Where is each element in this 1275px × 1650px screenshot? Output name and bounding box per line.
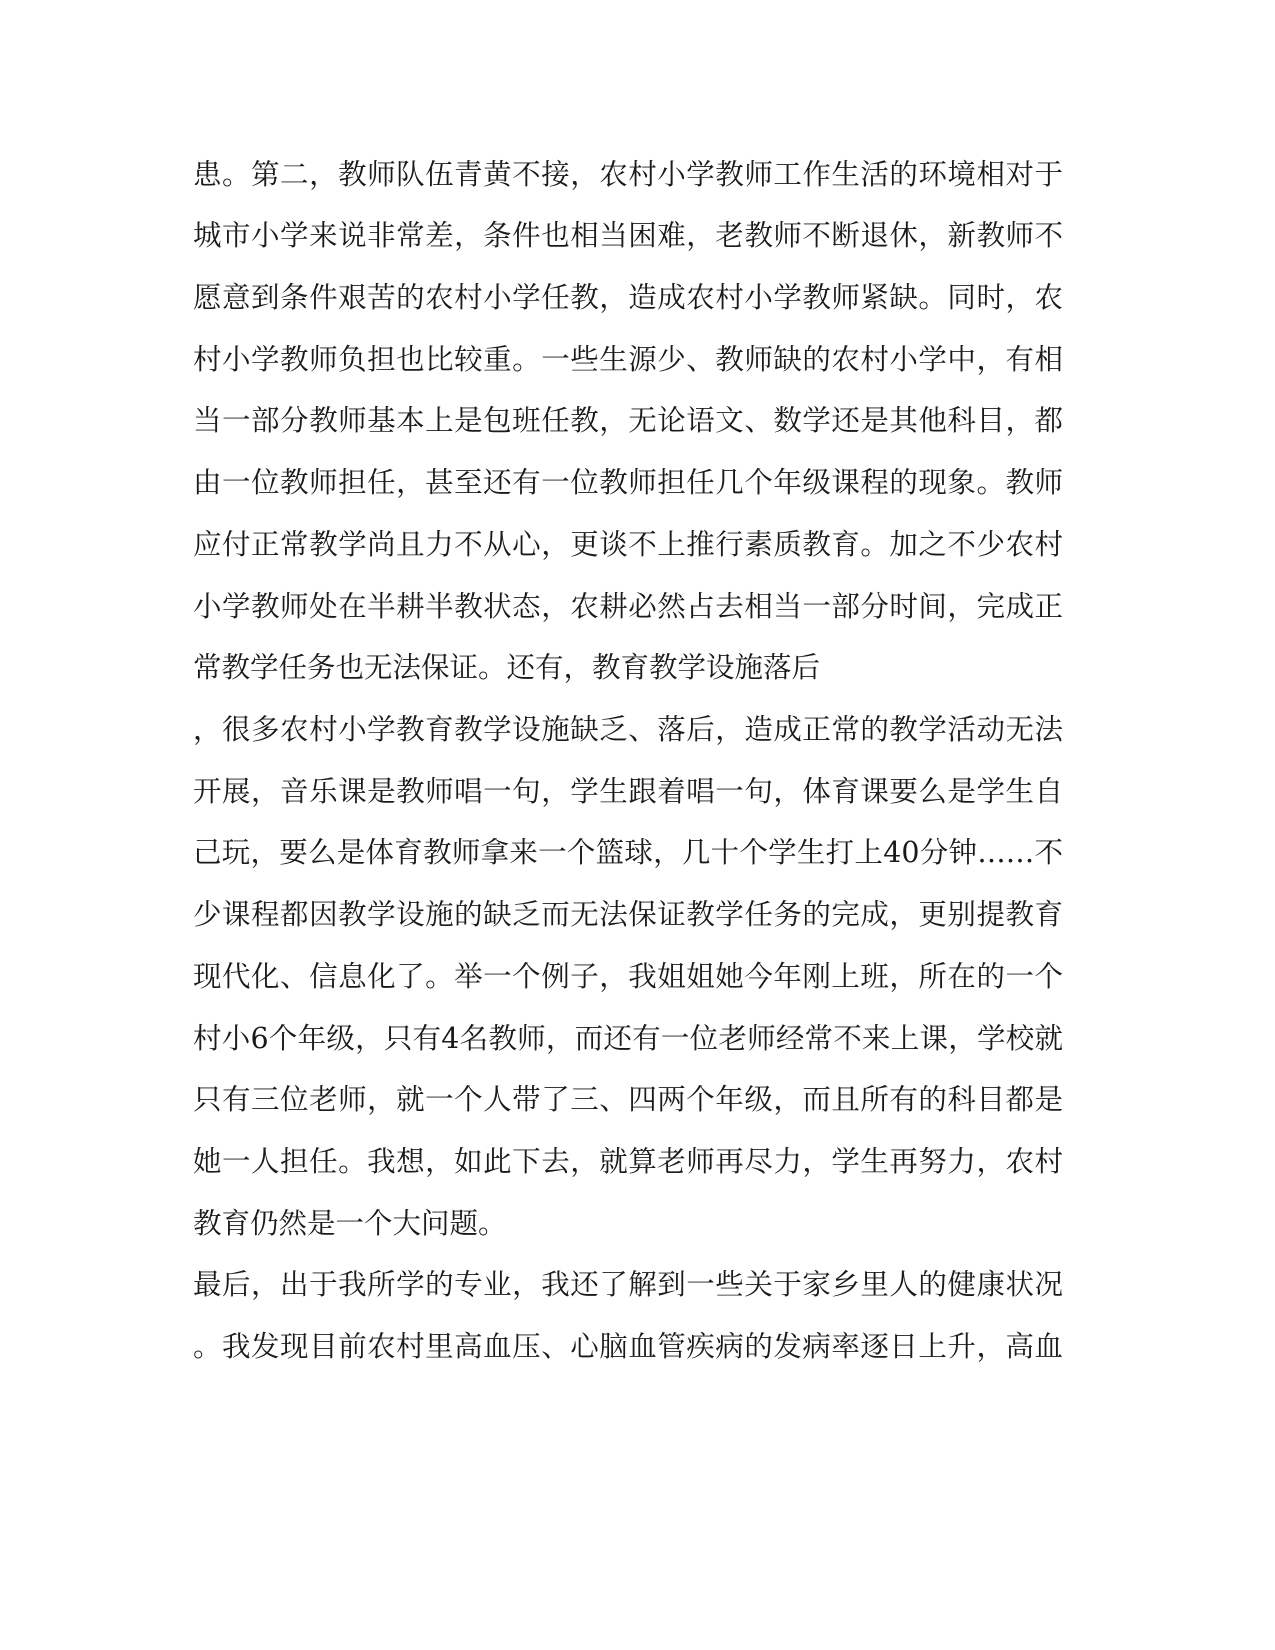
text-line: 教育仍然是一个大问题。	[193, 1207, 507, 1240]
text-line: 少课程都因教学设施的缺乏而无法保证教学任务的完成，更别提教育	[193, 898, 1063, 931]
text-line: 最后，出于我所学的专业，我还了解到一些关于家乡里人的健康状况	[193, 1268, 1063, 1301]
text-line: 只有三位老师，就一个人带了三、四两个年级，而且所有的科目都是	[193, 1083, 1063, 1116]
text-line: ，很多农村小学教育教学设施缺乏、落后，造成正常的教学活动无法	[193, 713, 1063, 746]
text-line: 己玩，要么是体育教师拿来一个篮球，几十个学生打上40分钟……不	[193, 836, 1063, 869]
text-line: 。我发现目前农村里高血压、心脑血管疾病的发病率逐日上升，高血	[193, 1330, 1063, 1363]
text-line: 患。第二，教师队伍青黄不接，农村小学教师工作生活的环境相对于	[193, 158, 1063, 191]
text-line: 愿意到条件艰苦的农村小学任教，造成农村小学教师紧缺。同时，农	[193, 281, 1063, 314]
text-line: 她一人担任。我想，如此下去，就算老师再尽力，学生再努力，农村	[193, 1145, 1063, 1178]
text-line: 当一部分教师基本上是包班任教，无论语文、数学还是其他科目，都	[193, 404, 1063, 437]
text-line: 小学教师处在半耕半教状态，农耕必然占去相当一部分时间，完成正	[193, 590, 1063, 623]
text-line: 村小学教师负担也比较重。一些生源少、教师缺的农村小学中，有相	[193, 343, 1063, 376]
text-line: 由一位教师担任，甚至还有一位教师担任几个年级课程的现象。教师	[193, 466, 1063, 499]
text-line: 常教学任务也无法保证。还有，教育教学设施落后	[193, 651, 821, 684]
text-line: 村小6个年级，只有4名教师，而还有一位老师经常不来上课，学校就	[193, 1022, 1063, 1055]
text-line: 城市小学来说非常差，条件也相当困难，老教师不断退休，新教师不	[193, 219, 1063, 252]
text-line: 开展，音乐课是教师唱一句，学生跟着唱一句，体育课要么是学生自	[193, 775, 1063, 808]
text-line: 现代化、信息化了。举一个例子，我姐姐她今年刚上班，所在的一个	[193, 960, 1063, 993]
text-line: 应付正常教学尚且力不从心，更谈不上推行素质教育。加之不少农村	[193, 528, 1063, 561]
